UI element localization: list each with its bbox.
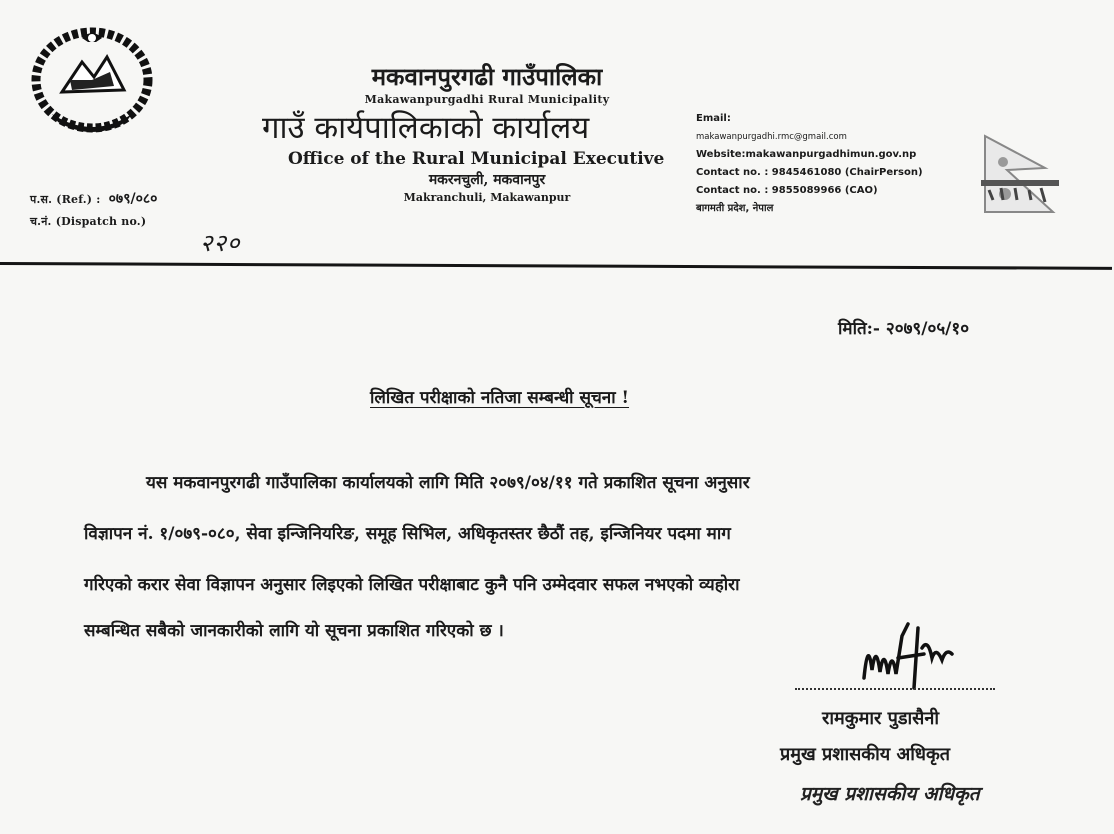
- handwritten-signature: [858, 618, 958, 690]
- signatory-title: प्रमुख प्रशासकीय अधिकृत: [780, 744, 951, 765]
- signatory-name: रामकुमार पुडासैनी: [822, 708, 940, 729]
- nepal-emblem-icon: [22, 22, 162, 142]
- province: बागमती प्रदेश, नेपाल: [696, 203, 774, 214]
- ref-label-np: प.स.: [30, 193, 53, 206]
- dispatch-label-np: च.नं.: [30, 215, 52, 228]
- municipality-name-np: मकवानपुरगढी गाउँपालिका: [371, 62, 603, 91]
- website: Website:makawanpurgadhimun.gov.np: [696, 149, 917, 160]
- contact-chairperson: Contact no. : 9845461080 (ChairPerson): [696, 167, 923, 178]
- flag-logo-icon: [975, 128, 1065, 223]
- office-header: [262, 62, 692, 206]
- office-name-np: गाउँ कार्यपालिकाको कार्यालय: [262, 110, 590, 146]
- signatory-stamp: प्रमुख प्रशासकीय अधिकृत: [800, 783, 980, 805]
- contact-cao: Contact no. : 9855089966 (CAO): [696, 185, 878, 196]
- reference-block: [30, 188, 157, 233]
- email-address: makawanpurgadhi.rmc@gmail.com: [696, 132, 847, 142]
- address-en: Makranchuli, Makawanpur: [403, 191, 571, 204]
- body-line: गरिएको करार सेवा विज्ञापन अनुसार लिइएको लिखित परीक्षाबाट कुनै पनि उम्मेदवार सफल नभएको व्यहोरा: [84, 575, 740, 595]
- email-label: Email:: [696, 113, 731, 124]
- dispatch-number: २२०: [200, 229, 241, 257]
- notice-date: मिति:- २०७९/०५/१०: [838, 319, 970, 339]
- body-line: विज्ञापन नं. १/०७९-०८०, सेवा इन्जिनियरिङ, समूह सिभिल, अधिकृतस्तर छैठौं तह, इन्जिनियर पदमा माग: [84, 524, 731, 544]
- body-line: सम्बन्धित सबैको जानकारीको लागि यो सूचना प्रकाशित गरिएको छ ।: [84, 621, 504, 641]
- ref-label-en: (Ref.) :: [56, 193, 101, 206]
- office-name-en: Office of the Rural Municipal Executive: [288, 149, 665, 169]
- contact-info: [696, 110, 923, 218]
- ref-value: ०७९/०८०: [108, 191, 158, 207]
- body-line: यस मकवानपुरगढी गाउँपालिका कार्यालयको लागि मिति २०७९/०४/११ गते प्रकाशित सूचना अनुसार: [146, 473, 750, 493]
- address-np: मकरनचुली, मकवानपुर: [428, 172, 546, 188]
- dispatch-label-en: (Dispatch no.): [55, 215, 147, 228]
- notice-subject: लिखित परीक्षाको नतिजा सम्बन्धी सूचना !: [370, 388, 630, 408]
- header-divider: [0, 262, 1112, 270]
- signature-line: [795, 688, 995, 690]
- municipality-name-en: Makawanpurgadhi Rural Municipality: [364, 93, 610, 106]
